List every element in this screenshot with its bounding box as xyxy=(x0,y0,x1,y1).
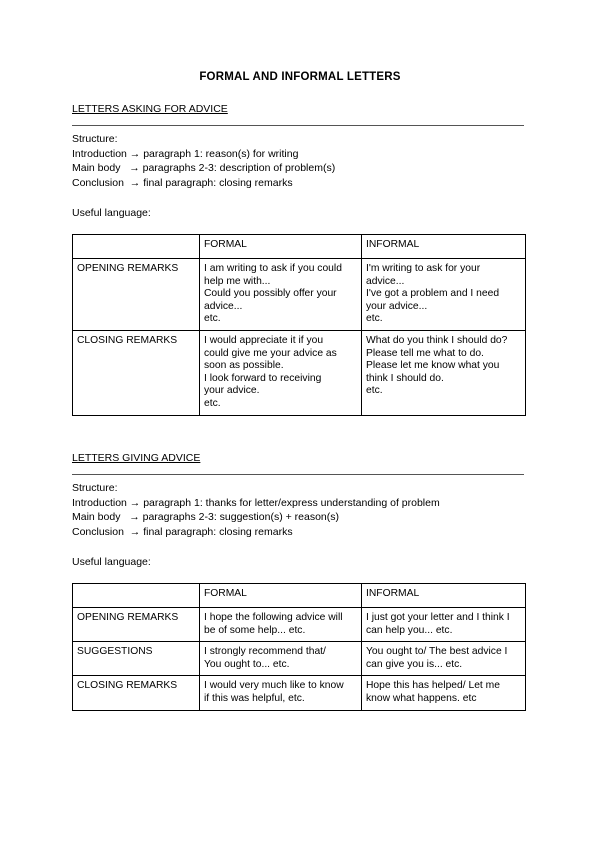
structure-line: Main body → paragraphs 2-3: description of problem(s) xyxy=(72,162,336,174)
language-table-asking xyxy=(72,234,526,416)
row-label: OPENING REMARKS xyxy=(73,608,200,642)
cell-text: Could you possibly offer your xyxy=(204,288,337,300)
section-heading-asking: LETTERS ASKING FOR ADVICE xyxy=(72,103,228,115)
cell-text: advice... xyxy=(204,300,243,312)
cell-text: You ought to... etc. xyxy=(204,658,290,670)
row-label: OPENING REMARKS xyxy=(73,259,200,331)
structure-block-asking xyxy=(72,132,335,190)
formal-cell xyxy=(200,608,362,642)
structure-line: Main body → paragraphs 2-3: suggestion(s) + reason(s) xyxy=(72,511,340,523)
cell-text: What do you think I should do? xyxy=(366,334,508,346)
cell-text: etc. xyxy=(366,385,383,397)
formal-cell xyxy=(200,676,362,710)
informal-cell xyxy=(362,608,526,642)
page-title: FORMAL AND INFORMAL LETTERS xyxy=(199,71,401,83)
structure-line: Conclusion → final paragraph: closing remarks xyxy=(72,525,293,538)
cell-text: could give me your advice as xyxy=(204,347,337,359)
structure-line: Introduction → paragraph 1: thanks for letter/express understanding of problem xyxy=(72,496,440,509)
cell-text: I'm writing to ask for your xyxy=(366,263,481,274)
cell-text: You ought to/ The best advice I xyxy=(366,646,508,658)
structure-label: Structure: xyxy=(72,482,118,494)
cell-text: I've got a problem and I need xyxy=(366,288,500,300)
row-label: SUGGESTIONS xyxy=(73,642,200,676)
structure-block-giving xyxy=(72,481,440,539)
table-header-cell: FORMAL xyxy=(200,584,362,608)
table-row xyxy=(73,642,526,676)
cell-text: etc. xyxy=(366,313,383,325)
language-table-giving xyxy=(72,583,526,711)
formal-cell xyxy=(200,642,362,676)
cell-text: I would very much like to know xyxy=(204,680,344,692)
cell-text: can give you is... etc. xyxy=(366,658,463,670)
table-row xyxy=(73,608,526,642)
divider-line xyxy=(72,125,524,126)
cell-text: I am writing to ask if you could xyxy=(204,263,342,274)
cell-text: think I should do. xyxy=(366,372,444,384)
section-heading-giving: LETTERS GIVING ADVICE xyxy=(72,452,201,464)
formal-cell xyxy=(200,330,362,415)
informal-cell xyxy=(362,259,526,331)
cell-text: etc. xyxy=(204,397,221,409)
cell-text: help me with... xyxy=(204,275,271,287)
cell-text: know what happens. etc xyxy=(366,692,477,704)
structure-line: Introduction → paragraph 1: reason(s) for writing xyxy=(72,147,299,160)
cell-text: your advice... xyxy=(366,300,428,312)
cell-text: Please let me know what you xyxy=(366,360,500,372)
table-row xyxy=(73,330,526,415)
row-label: CLOSING REMARKS xyxy=(73,676,200,710)
table-header-row xyxy=(73,584,526,608)
table-header-cell: INFORMAL xyxy=(362,584,526,608)
cell-text: I just got your letter and I think I xyxy=(366,612,510,623)
table-header-cell xyxy=(73,584,200,608)
cell-text: I hope the following advice will xyxy=(204,612,343,623)
structure-label: Structure: xyxy=(72,133,118,145)
useful-language-label: Useful language: xyxy=(72,556,151,568)
cell-text: be of some help... etc. xyxy=(204,624,306,636)
divider-line xyxy=(72,474,524,475)
cell-text: Please tell me what to do. xyxy=(366,347,484,359)
cell-text: I strongly recommend that/ xyxy=(204,646,326,658)
cell-text: soon as possible. xyxy=(204,360,284,372)
row-label: CLOSING REMARKS xyxy=(73,330,200,415)
informal-cell xyxy=(362,330,526,415)
table-header-cell: FORMAL xyxy=(200,235,362,259)
cell-text: I would appreciate it if you xyxy=(204,334,324,346)
cell-text: if this was helpful, etc. xyxy=(204,692,305,704)
table-header-cell: INFORMAL xyxy=(362,235,526,259)
cell-text: etc. xyxy=(204,313,221,325)
cell-text: I look forward to receiving xyxy=(204,372,322,384)
cell-text: advice... xyxy=(366,275,405,287)
formal-cell xyxy=(200,259,362,331)
useful-language-label: Useful language: xyxy=(72,207,151,219)
table-row xyxy=(73,259,526,331)
cell-text: your advice. xyxy=(204,385,260,397)
cell-text: can help you... etc. xyxy=(366,624,453,636)
informal-cell xyxy=(362,642,526,676)
table-header-cell xyxy=(73,235,200,259)
structure-line: Conclusion → final paragraph: closing remarks xyxy=(72,176,293,189)
informal-cell xyxy=(362,676,526,710)
table-row xyxy=(73,676,526,710)
table-header-row xyxy=(73,235,526,259)
cell-text: Hope this has helped/ Let me xyxy=(366,680,500,692)
